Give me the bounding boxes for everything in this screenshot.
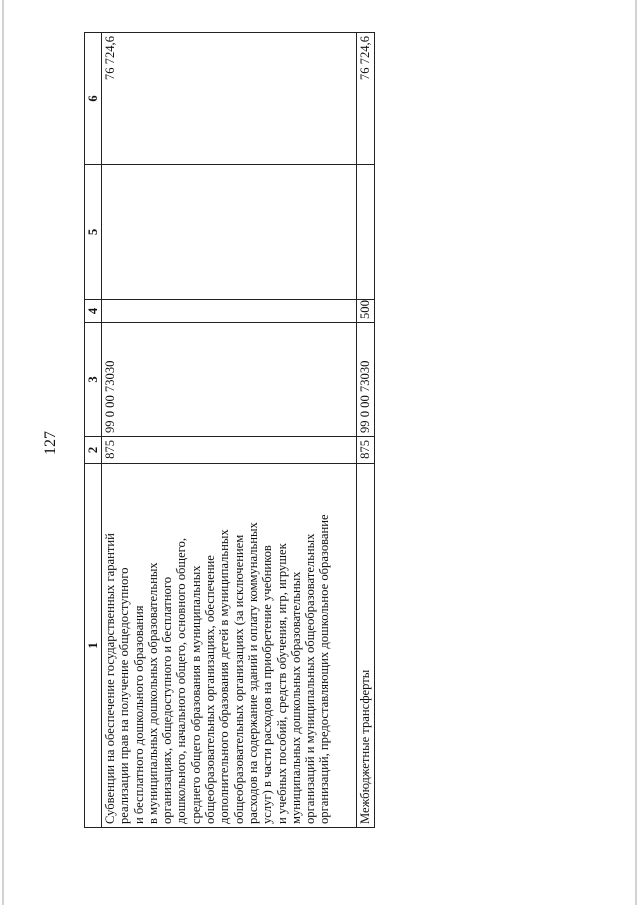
name-line: среднего общего образования в муниципальных <box>188 565 203 824</box>
name-line: Субвенции на обеспечение государственных гарантий <box>103 533 117 824</box>
header-col-4: 4 <box>85 300 102 323</box>
name-line: организаций, предоставляющих дошкольное образование <box>317 514 332 824</box>
header-col-3: 3 <box>85 323 102 437</box>
col5-cell <box>357 165 375 300</box>
name-line: в муниципальных дошкольных образовательных <box>145 562 160 824</box>
name-line: дополнительного образования детей в муниципальных <box>217 529 232 824</box>
amount-cell: 76 724,6 <box>357 33 375 165</box>
budget-table <box>84 32 375 828</box>
expense-type-cell <box>102 300 357 323</box>
name-line: общеобразовательных организациях, обеспечение <box>203 555 218 824</box>
expense-type-cell: 500 <box>357 300 375 323</box>
col5-cell <box>102 165 357 300</box>
rotated-table-frame <box>84 33 384 828</box>
page-number: 127 <box>42 431 59 455</box>
header-col-6: 6 <box>85 33 102 165</box>
row-name-cell <box>102 464 357 828</box>
name-line: организациях, общедоступного и бесплатного <box>160 577 175 824</box>
department-code-cell: 875 <box>357 437 375 464</box>
table-row <box>357 33 375 828</box>
name-line: и бесплатного дошкольного образования <box>131 605 146 824</box>
table-row <box>102 33 357 828</box>
name-line: муниципальных дошкольных образовательных <box>288 571 303 824</box>
header-col-5: 5 <box>85 165 102 300</box>
scan-edge-left <box>2 0 4 905</box>
name-line: организаций и муниципальных общеобразовательных <box>303 533 318 824</box>
name-line: общеобразовательных организациях (за исключением <box>231 534 246 824</box>
name-line: расходов на содержание зданий и оплату коммунальных <box>245 522 260 824</box>
name-line: реализации прав на получение общедоступного <box>117 567 132 824</box>
scan-edge-right <box>635 0 637 905</box>
row-name-cell <box>357 464 375 828</box>
header-row <box>85 33 102 828</box>
name-line: Межбюджетные трансферты <box>358 669 372 824</box>
amount-cell: 76 724,6 <box>102 33 357 165</box>
target-article-cell: 99 0 00 73030 <box>102 323 357 437</box>
name-line: дошкольного, начального общего, основного общего, <box>174 538 189 824</box>
department-code-cell: 875 <box>102 437 357 464</box>
name-line: услуг) в части расходов на приобретение учебников <box>260 545 275 824</box>
header-col-1: 1 <box>85 464 102 828</box>
target-article-cell: 99 0 00 73030 <box>357 323 375 437</box>
header-col-2: 2 <box>85 437 102 464</box>
table-container <box>84 33 384 828</box>
name-line: и учебных пособий, средств обучения, игр, игрушек <box>274 543 289 824</box>
